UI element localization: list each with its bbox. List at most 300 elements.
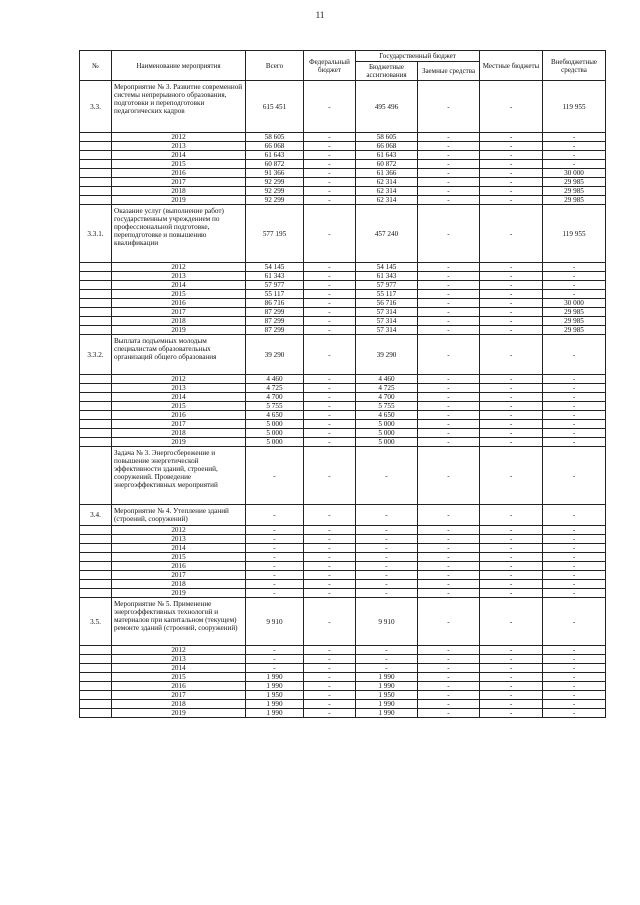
year-local-cell: -	[480, 187, 543, 196]
year-federal-cell: -	[304, 429, 356, 438]
section-local-cell: -	[480, 505, 543, 526]
year-borrowed-cell: -	[418, 682, 480, 691]
year-row-number	[80, 562, 112, 571]
year-row-number	[80, 553, 112, 562]
section-row	[80, 81, 606, 133]
year-row	[80, 589, 606, 598]
year-borrowed-cell: -	[418, 187, 480, 196]
year-row-number	[80, 196, 112, 205]
year-extra-cell: -	[543, 393, 606, 402]
year-extra-cell: 30 000	[543, 169, 606, 178]
year-row-number	[80, 420, 112, 429]
section-allocations-cell: 495 496	[356, 81, 418, 133]
year-federal-cell: -	[304, 299, 356, 308]
section-federal-cell: -	[304, 505, 356, 526]
year-total-cell: 55 117	[246, 290, 304, 299]
year-allocations-cell: 1 990	[356, 709, 418, 718]
header-borrowed: Заемные средства	[418, 62, 480, 81]
section-name: Задача № 3. Энергосбережение и повышение энергетической эффективности зданий, строений, сооружений. Проведение энергоэффективных мероприятий	[112, 447, 246, 505]
section-total-cell: -	[246, 447, 304, 505]
year-row	[80, 290, 606, 299]
year-extra-cell: -	[543, 375, 606, 384]
year-federal-cell: -	[304, 272, 356, 281]
year-local-cell: -	[480, 664, 543, 673]
year-total-cell: -	[246, 562, 304, 571]
year-borrowed-cell: -	[418, 438, 480, 447]
year-row	[80, 178, 606, 187]
year-row	[80, 187, 606, 196]
year-extra-cell: -	[543, 682, 606, 691]
year-local-cell: -	[480, 526, 543, 535]
section-borrowed-cell: -	[418, 447, 480, 505]
section-local-cell: -	[480, 205, 543, 263]
year-row-number	[80, 589, 112, 598]
year-row-number	[80, 438, 112, 447]
year-borrowed-cell: -	[418, 272, 480, 281]
section-borrowed-cell: -	[418, 81, 480, 133]
year-row	[80, 682, 606, 691]
year-borrowed-cell: -	[418, 160, 480, 169]
year-allocations-cell: 57 977	[356, 281, 418, 290]
year-local-cell: -	[480, 535, 543, 544]
year-allocations-cell: 1 950	[356, 691, 418, 700]
year-label: 2016	[112, 411, 246, 420]
section-allocations-cell: 39 290	[356, 335, 418, 375]
year-borrowed-cell: -	[418, 571, 480, 580]
year-local-cell: -	[480, 308, 543, 317]
year-local-cell: -	[480, 420, 543, 429]
year-local-cell: -	[480, 281, 543, 290]
year-allocations-cell: 5 000	[356, 429, 418, 438]
section-borrowed-cell: -	[418, 598, 480, 646]
year-local-cell: -	[480, 272, 543, 281]
year-local-cell: -	[480, 655, 543, 664]
year-label: 2016	[112, 682, 246, 691]
year-federal-cell: -	[304, 562, 356, 571]
year-borrowed-cell: -	[418, 375, 480, 384]
year-allocations-cell: -	[356, 553, 418, 562]
year-extra-cell: 29 985	[543, 326, 606, 335]
section-federal-cell: -	[304, 447, 356, 505]
year-total-cell: 4 725	[246, 384, 304, 393]
year-row-number	[80, 411, 112, 420]
year-federal-cell: -	[304, 160, 356, 169]
year-extra-cell: -	[543, 160, 606, 169]
year-row-number	[80, 151, 112, 160]
section-extra-cell: -	[543, 598, 606, 646]
year-extra-cell: -	[543, 384, 606, 393]
year-borrowed-cell: -	[418, 178, 480, 187]
year-total-cell: 92 299	[246, 178, 304, 187]
year-total-cell: 58 605	[246, 133, 304, 142]
year-row	[80, 411, 606, 420]
year-row	[80, 691, 606, 700]
section-local-cell: -	[480, 598, 543, 646]
year-extra-cell: -	[543, 151, 606, 160]
year-total-cell: 4 650	[246, 411, 304, 420]
year-federal-cell: -	[304, 326, 356, 335]
year-borrowed-cell: -	[418, 700, 480, 709]
year-borrowed-cell: -	[418, 553, 480, 562]
table-body	[80, 81, 606, 718]
year-row-number	[80, 281, 112, 290]
year-extra-cell: -	[543, 281, 606, 290]
year-local-cell: -	[480, 263, 543, 272]
year-allocations-cell: -	[356, 589, 418, 598]
year-local-cell: -	[480, 375, 543, 384]
year-total-cell: 61 643	[246, 151, 304, 160]
year-allocations-cell: 61 643	[356, 151, 418, 160]
section-borrowed-cell: -	[418, 205, 480, 263]
year-label: 2015	[112, 673, 246, 682]
header-num: №	[80, 51, 112, 81]
year-row	[80, 169, 606, 178]
year-federal-cell: -	[304, 544, 356, 553]
year-borrowed-cell: -	[418, 402, 480, 411]
year-allocations-cell: 62 314	[356, 178, 418, 187]
year-borrowed-cell: -	[418, 308, 480, 317]
section-name: Мероприятие № 5. Применение энергоэффективных технологий и материалов при капитальном (текущем) ремонте зданий (строений, сооружений)	[112, 598, 246, 646]
year-extra-cell: -	[543, 700, 606, 709]
year-federal-cell: -	[304, 571, 356, 580]
year-federal-cell: -	[304, 133, 356, 142]
year-label: 2019	[112, 196, 246, 205]
section-number: 3.5.	[80, 598, 112, 646]
year-local-cell: -	[480, 326, 543, 335]
section-extra-cell: -	[543, 335, 606, 375]
year-row	[80, 535, 606, 544]
year-row	[80, 646, 606, 655]
year-extra-cell: -	[543, 429, 606, 438]
year-row	[80, 308, 606, 317]
year-label: 2012	[112, 375, 246, 384]
year-allocations-cell: -	[356, 655, 418, 664]
year-borrowed-cell: -	[418, 673, 480, 682]
year-extra-cell: -	[543, 562, 606, 571]
year-total-cell: 5 000	[246, 438, 304, 447]
year-row	[80, 384, 606, 393]
year-label: 2013	[112, 384, 246, 393]
year-allocations-cell: 4 460	[356, 375, 418, 384]
year-extra-cell: -	[543, 544, 606, 553]
year-total-cell: -	[246, 553, 304, 562]
year-row	[80, 317, 606, 326]
year-extra-cell: -	[543, 580, 606, 589]
year-extra-cell: 29 985	[543, 187, 606, 196]
year-label: 2019	[112, 589, 246, 598]
year-total-cell: -	[246, 655, 304, 664]
year-label: 2016	[112, 299, 246, 308]
year-row-number	[80, 664, 112, 673]
year-extra-cell: 30 000	[543, 299, 606, 308]
year-total-cell: 87 299	[246, 326, 304, 335]
year-label: 2013	[112, 272, 246, 281]
year-allocations-cell: 57 314	[356, 317, 418, 326]
year-local-cell: -	[480, 673, 543, 682]
year-row-number	[80, 317, 112, 326]
year-federal-cell: -	[304, 682, 356, 691]
year-label: 2012	[112, 526, 246, 535]
year-federal-cell: -	[304, 664, 356, 673]
year-total-cell: 1 990	[246, 700, 304, 709]
year-borrowed-cell: -	[418, 664, 480, 673]
section-number	[80, 447, 112, 505]
year-label: 2019	[112, 709, 246, 718]
year-allocations-cell: -	[356, 580, 418, 589]
year-borrowed-cell: -	[418, 535, 480, 544]
year-row-number	[80, 655, 112, 664]
year-extra-cell: -	[543, 420, 606, 429]
year-row-number	[80, 580, 112, 589]
year-row-number	[80, 691, 112, 700]
year-federal-cell: -	[304, 384, 356, 393]
year-local-cell: -	[480, 160, 543, 169]
year-extra-cell: -	[543, 571, 606, 580]
year-row	[80, 151, 606, 160]
section-name: Выплата подъемных молодым специалистам образовательных организаций общего образования	[112, 335, 246, 375]
year-borrowed-cell: -	[418, 142, 480, 151]
year-row	[80, 544, 606, 553]
year-borrowed-cell: -	[418, 263, 480, 272]
year-local-cell: -	[480, 429, 543, 438]
year-total-cell: -	[246, 571, 304, 580]
section-extra-cell: -	[543, 505, 606, 526]
header-total: Всего	[246, 51, 304, 81]
year-row-number	[80, 526, 112, 535]
year-extra-cell: -	[543, 263, 606, 272]
year-total-cell: 1 990	[246, 709, 304, 718]
year-total-cell: 4 700	[246, 393, 304, 402]
year-allocations-cell: -	[356, 646, 418, 655]
year-row	[80, 571, 606, 580]
year-federal-cell: -	[304, 535, 356, 544]
year-local-cell: -	[480, 169, 543, 178]
year-allocations-cell: 5 755	[356, 402, 418, 411]
year-borrowed-cell: -	[418, 526, 480, 535]
year-label: 2017	[112, 571, 246, 580]
year-extra-cell: -	[543, 142, 606, 151]
year-local-cell: -	[480, 691, 543, 700]
year-borrowed-cell: -	[418, 133, 480, 142]
year-label: 2018	[112, 700, 246, 709]
year-total-cell: 5 000	[246, 429, 304, 438]
year-row	[80, 375, 606, 384]
year-row	[80, 263, 606, 272]
year-federal-cell: -	[304, 196, 356, 205]
year-allocations-cell: 57 314	[356, 308, 418, 317]
year-label: 2017	[112, 420, 246, 429]
year-row-number	[80, 700, 112, 709]
year-row	[80, 393, 606, 402]
year-borrowed-cell: -	[418, 420, 480, 429]
year-allocations-cell: -	[356, 535, 418, 544]
year-total-cell: 5 755	[246, 402, 304, 411]
year-local-cell: -	[480, 562, 543, 571]
year-total-cell: 87 299	[246, 308, 304, 317]
year-row-number	[80, 682, 112, 691]
section-number: 3.4.	[80, 505, 112, 526]
section-total-cell: 9 910	[246, 598, 304, 646]
year-total-cell: 92 299	[246, 187, 304, 196]
year-extra-cell: -	[543, 526, 606, 535]
year-allocations-cell: 61 366	[356, 169, 418, 178]
year-federal-cell: -	[304, 655, 356, 664]
year-row	[80, 664, 606, 673]
year-borrowed-cell: -	[418, 589, 480, 598]
year-row	[80, 160, 606, 169]
section-federal-cell: -	[304, 81, 356, 133]
year-label: 2014	[112, 281, 246, 290]
year-allocations-cell: 62 314	[356, 196, 418, 205]
year-local-cell: -	[480, 393, 543, 402]
year-borrowed-cell: -	[418, 544, 480, 553]
year-federal-cell: -	[304, 526, 356, 535]
year-row	[80, 299, 606, 308]
year-row-number	[80, 402, 112, 411]
year-label: 2018	[112, 187, 246, 196]
year-row-number	[80, 290, 112, 299]
year-borrowed-cell: -	[418, 562, 480, 571]
section-row	[80, 335, 606, 375]
year-total-cell: 4 460	[246, 375, 304, 384]
year-borrowed-cell: -	[418, 384, 480, 393]
section-name: Мероприятие № 4. Утепление зданий (строений, сооружений)	[112, 505, 246, 526]
year-allocations-cell: 60 872	[356, 160, 418, 169]
section-number: 3.3.	[80, 81, 112, 133]
year-extra-cell: -	[543, 438, 606, 447]
year-total-cell: 54 145	[246, 263, 304, 272]
year-borrowed-cell: -	[418, 709, 480, 718]
year-total-cell: -	[246, 580, 304, 589]
year-borrowed-cell: -	[418, 411, 480, 420]
year-total-cell: 86 716	[246, 299, 304, 308]
year-local-cell: -	[480, 384, 543, 393]
section-total-cell: 615 451	[246, 81, 304, 133]
year-label: 2014	[112, 544, 246, 553]
year-local-cell: -	[480, 151, 543, 160]
year-federal-cell: -	[304, 263, 356, 272]
year-local-cell: -	[480, 438, 543, 447]
section-number: 3.3.1.	[80, 205, 112, 263]
year-borrowed-cell: -	[418, 317, 480, 326]
year-row-number	[80, 375, 112, 384]
header-federal: Федеральный бюджет	[304, 51, 356, 81]
section-local-cell: -	[480, 335, 543, 375]
year-row-number	[80, 133, 112, 142]
year-allocations-cell: 4 725	[356, 384, 418, 393]
year-local-cell: -	[480, 411, 543, 420]
year-extra-cell: 29 985	[543, 308, 606, 317]
year-allocations-cell: -	[356, 664, 418, 673]
year-local-cell: -	[480, 290, 543, 299]
year-total-cell: -	[246, 526, 304, 535]
year-allocations-cell: 55 117	[356, 290, 418, 299]
year-total-cell: 87 299	[246, 317, 304, 326]
year-row	[80, 655, 606, 664]
header-local: Местные бюджеты	[480, 51, 543, 81]
year-local-cell: -	[480, 196, 543, 205]
year-local-cell: -	[480, 709, 543, 718]
section-name: Оказание услуг (выполнение работ) государственным учреждением по профессиональной подготовке, переподготовке и повышению квалификации	[112, 205, 246, 263]
year-row-number	[80, 709, 112, 718]
year-allocations-cell: 66 068	[356, 142, 418, 151]
year-allocations-cell: 1 990	[356, 673, 418, 682]
section-row	[80, 205, 606, 263]
year-row-number	[80, 299, 112, 308]
section-allocations-cell: 9 910	[356, 598, 418, 646]
year-extra-cell: -	[543, 673, 606, 682]
section-row	[80, 505, 606, 526]
year-total-cell: 91 366	[246, 169, 304, 178]
section-local-cell: -	[480, 81, 543, 133]
year-total-cell: 5 000	[246, 420, 304, 429]
year-local-cell: -	[480, 571, 543, 580]
year-extra-cell: -	[543, 535, 606, 544]
year-federal-cell: -	[304, 317, 356, 326]
year-allocations-cell: 5 000	[356, 438, 418, 447]
year-federal-cell: -	[304, 375, 356, 384]
year-allocations-cell: -	[356, 526, 418, 535]
year-federal-cell: -	[304, 691, 356, 700]
year-row-number	[80, 646, 112, 655]
year-row-number	[80, 142, 112, 151]
year-extra-cell: -	[543, 646, 606, 655]
year-label: 2014	[112, 151, 246, 160]
year-allocations-cell: 58 605	[356, 133, 418, 142]
year-total-cell: -	[246, 589, 304, 598]
header-state: Государственный бюджет	[356, 51, 480, 62]
year-row	[80, 580, 606, 589]
year-row-number	[80, 535, 112, 544]
year-federal-cell: -	[304, 580, 356, 589]
year-borrowed-cell: -	[418, 646, 480, 655]
year-federal-cell: -	[304, 700, 356, 709]
section-row	[80, 598, 606, 646]
year-local-cell: -	[480, 317, 543, 326]
year-local-cell: -	[480, 133, 543, 142]
year-federal-cell: -	[304, 438, 356, 447]
year-label: 2014	[112, 393, 246, 402]
year-local-cell: -	[480, 299, 543, 308]
section-federal-cell: -	[304, 335, 356, 375]
year-allocations-cell: 4 650	[356, 411, 418, 420]
year-row	[80, 142, 606, 151]
section-local-cell: -	[480, 447, 543, 505]
year-federal-cell: -	[304, 151, 356, 160]
section-name: Мероприятие № 3. Развитие современной системы непрерывного образования, подготовки и переподготовки педагогических кадров	[112, 81, 246, 133]
year-row-number	[80, 272, 112, 281]
section-row	[80, 447, 606, 505]
year-allocations-cell: 57 314	[356, 326, 418, 335]
section-borrowed-cell: -	[418, 335, 480, 375]
year-local-cell: -	[480, 544, 543, 553]
year-row	[80, 133, 606, 142]
year-total-cell: 66 068	[246, 142, 304, 151]
year-allocations-cell: 1 990	[356, 682, 418, 691]
year-row	[80, 196, 606, 205]
year-total-cell: 92 299	[246, 196, 304, 205]
year-label: 2018	[112, 429, 246, 438]
budget-table	[79, 50, 606, 718]
year-label: 2012	[112, 646, 246, 655]
page-number: 11	[315, 10, 325, 20]
year-borrowed-cell: -	[418, 299, 480, 308]
year-borrowed-cell: -	[418, 196, 480, 205]
year-total-cell: 60 872	[246, 160, 304, 169]
year-borrowed-cell: -	[418, 326, 480, 335]
header-extra: Внебюджетные средства	[543, 51, 606, 81]
year-local-cell: -	[480, 402, 543, 411]
